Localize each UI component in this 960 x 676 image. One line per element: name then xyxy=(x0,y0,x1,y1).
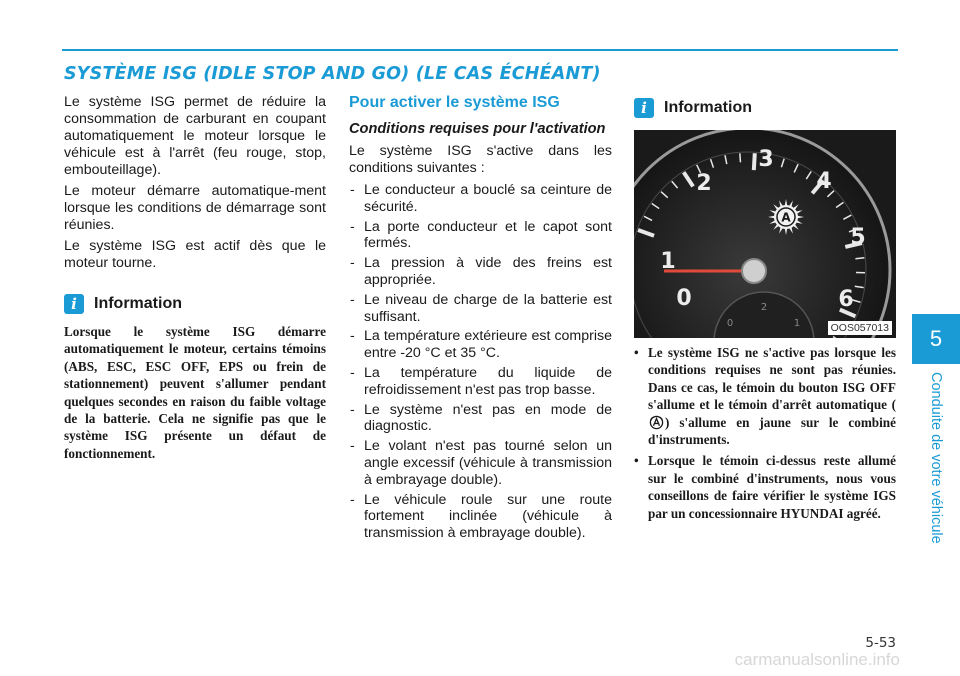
dial-number: 3 xyxy=(758,147,774,172)
list-item: - La porte conducteur et le capot sont fermés. xyxy=(349,219,612,253)
conditions-intro: Le système ISG s'active dans les conditions suivantes : xyxy=(349,143,612,176)
dial-number: 2 xyxy=(696,171,712,196)
info-text: Lorsque le système ISG démarre automatiquement le moteur, certains témoins (ABS, ESC, ESC OFF, EPS ou frein de stationnement) peuvent s'allumer pendant quelques secondes en raison du faible voltage de la batterie. Cela ne signifie pas que le système ISG présente un défaut de fonctionnement. xyxy=(64,324,326,461)
intro-paragraph: Le système ISG permet de réduire la consommation de carburant en coupant automatiquement le moteur lorsque le véhicule est à l'arrêt (feu rouge, stop, embouteillage). xyxy=(64,94,326,178)
chapter-title: Conduite de votre véhicule xyxy=(928,372,944,544)
list-item: - Le niveau de charge de la batterie est suffisant. xyxy=(349,292,612,326)
page-number: 5-53 xyxy=(865,635,896,651)
bullet-text: ) s'allume en jaune sur le combiné d'instruments. xyxy=(648,414,896,448)
info-header xyxy=(634,98,896,118)
conditions-list xyxy=(349,182,612,542)
section-heading: Pour activer le système ISG xyxy=(349,94,560,111)
list-item: - La pression à vide des freins est appropriée. xyxy=(349,255,612,289)
list-item: - La température extérieure est comprise entre -20 °C et 35 °C. xyxy=(349,328,612,362)
dial-tick xyxy=(740,153,741,162)
list-item: - Le volant n'est pas tourné selon un angle excessif (véhicule à transmission à embrayage double). xyxy=(349,438,612,488)
column-1 xyxy=(64,94,326,462)
header-rule xyxy=(62,49,898,51)
auto-stop-indicator-icon xyxy=(768,199,804,235)
dial-tick xyxy=(754,153,755,170)
list-item: - Le système n'est pas en mode de diagnostic. xyxy=(349,402,612,436)
bullet-text: Le système ISG ne s'active pas lorsque les conditions requises ne sont pas réunies. Dans ce cas, le témoin du bouton ISG OFF s'allume et le témoin d'arrêt automatique ( xyxy=(648,345,896,413)
intro-paragraph: Le moteur démarre automatique-ment lorsque les conditions de démarrage sont réunies. xyxy=(64,183,326,233)
info-header xyxy=(64,294,326,314)
dial-number: 4 xyxy=(816,169,832,194)
auto-stop-icon xyxy=(649,415,664,430)
dial-tick xyxy=(855,258,864,259)
tachometer-illustration xyxy=(634,130,896,338)
sub-dial-number: 2 xyxy=(760,302,768,313)
info-bullets xyxy=(634,344,896,522)
watermark: carmanualsonline.info xyxy=(734,650,900,669)
info-icon: i xyxy=(634,98,654,118)
dial-number: 1 xyxy=(660,249,676,274)
sub-dial-number: 1 xyxy=(793,318,801,329)
list-item: • Lorsque le témoin ci-dessus reste allumé sur le combiné d'instruments, nous vous conseillons de faire vérifier le système IGS par un concessionnaire HYUNDAI agréé. xyxy=(634,452,896,522)
list-item: - La température du liquide de refroidissement n'est pas trop basse. xyxy=(349,365,612,399)
dial-number: 6 xyxy=(838,287,854,312)
intro-paragraph: Le système ISG est actif dès que le moteur tourne. xyxy=(64,238,326,271)
info-icon: i xyxy=(64,294,84,314)
section-subheading: Conditions requises pour l'activation xyxy=(349,121,606,137)
list-item: - Le conducteur a bouclé sa ceinture de sécurité. xyxy=(349,182,612,216)
column-2 xyxy=(349,94,612,545)
dial-number: 5 xyxy=(850,225,866,250)
page-title: SYSTÈME ISG (IDLE STOP AND GO) (LE CAS ÉCHÉANT) xyxy=(64,64,601,84)
dial-number: 0 xyxy=(676,286,692,311)
list-item: - Le véhicule roule sur une route fortement inclinée (véhicule à transmission à embrayage double). xyxy=(349,492,612,542)
chapter-tab: 5 xyxy=(912,314,960,364)
needle-hub xyxy=(742,259,766,283)
list-item xyxy=(634,344,896,448)
figure-label: OOS057013 xyxy=(828,321,892,335)
info-label: Information xyxy=(664,99,752,116)
svg-text:A: A xyxy=(781,210,791,225)
column-3 xyxy=(634,94,896,526)
instrument-cluster-figure xyxy=(634,130,896,338)
sub-dial-number: 0 xyxy=(726,318,734,329)
info-label: Information xyxy=(94,295,182,312)
